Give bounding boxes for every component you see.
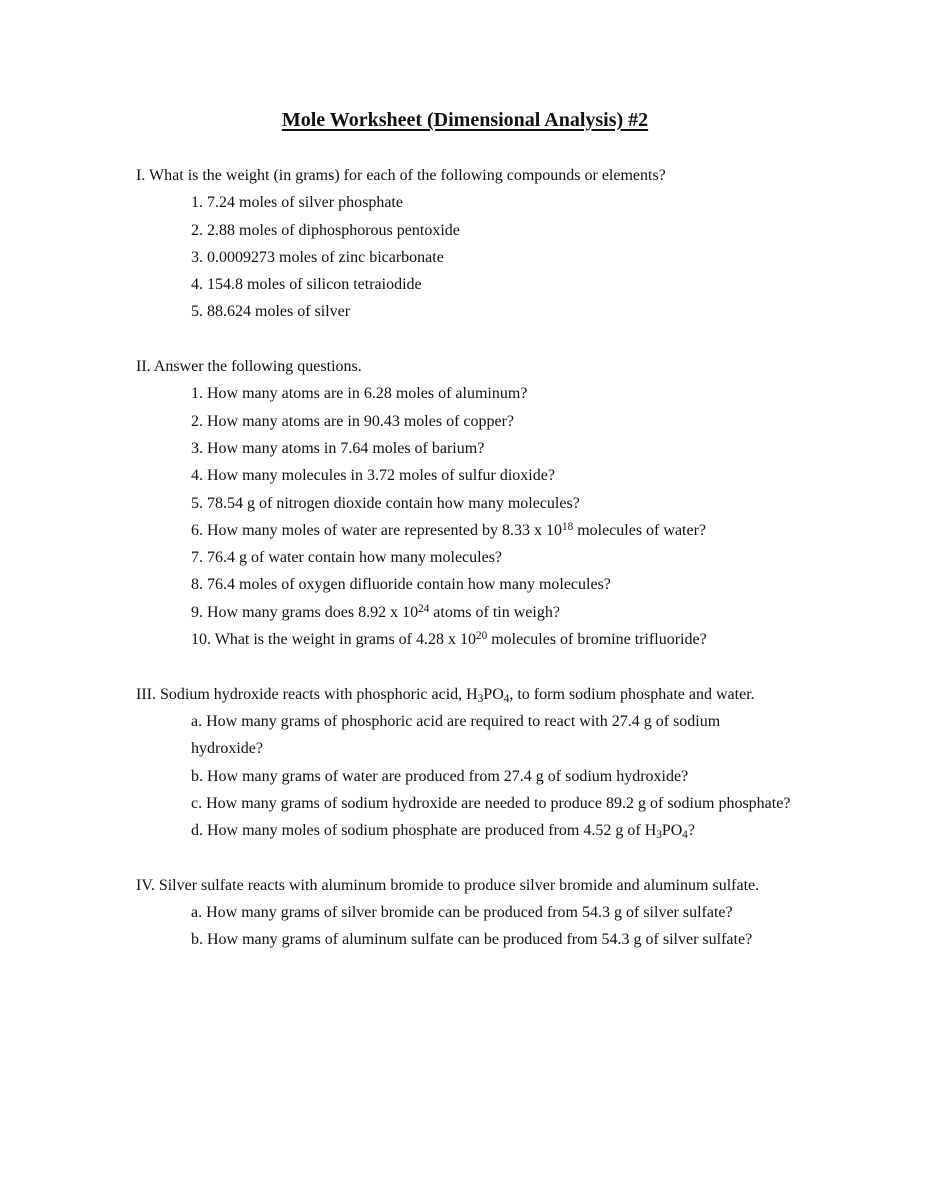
question-text: 10. What is the weight in grams of 4.28 x 10 <box>191 631 476 649</box>
exponent: 18 <box>562 520 574 533</box>
question-text: PO <box>661 822 683 840</box>
prompt-text: III. Sodium hydroxide reacts with phosphoric acid, H <box>136 685 478 703</box>
section-2-question-3: 3. How many atoms in 7.64 moles of barium? <box>191 439 485 457</box>
section-3-question-a: a. How many grams of phosphoric acid are required to react with 27.4 g of sodium hydroxide? <box>191 712 721 758</box>
question-text: molecules of water? <box>573 521 707 539</box>
section-2 <box>136 353 796 653</box>
section-2-question-4: 4. How many molecules in 3.72 moles of sulfur dioxide? <box>191 467 555 485</box>
subscript: 3 <box>477 692 484 705</box>
section-3-question-c: c. How many grams of sodium hydroxide are needed to produce 89.2 g of sodium phosphate? <box>191 794 791 812</box>
section-1-question-2: 2. 2.88 moles of diphosphorous pentoxide <box>191 221 460 239</box>
section-2-question-10 <box>191 626 796 653</box>
worksheet-title: Mole Worksheet (Dimensional Analysis) #2 <box>281 109 649 131</box>
section-3-prompt <box>136 681 796 708</box>
exponent: 24 <box>418 602 430 615</box>
section-2-question-9 <box>191 599 796 626</box>
prompt-text: , to form sodium phosphate and water. <box>509 685 755 703</box>
subscript: 4 <box>682 828 688 841</box>
section-2-question-7: 7. 76.4 g of water contain how many molecules? <box>191 549 503 567</box>
section-1-question-1: 1. 7.24 moles of silver phosphate <box>191 194 403 212</box>
section-3-question-b: b. How many grams of water are produced from 27.4 g of sodium hydroxide? <box>191 767 689 785</box>
section-4 <box>136 872 796 954</box>
exponent: 20 <box>476 630 488 643</box>
section-1-question-5: 5. 88.624 moles of silver <box>191 303 351 321</box>
section-3-question-d <box>191 817 796 844</box>
prompt-text: PO <box>483 685 504 703</box>
question-text: atoms of tin weigh? <box>429 603 560 621</box>
section-4-prompt: IV. Silver sulfate reacts with aluminum bromide to produce silver bromide and aluminum sulfate. <box>136 876 760 894</box>
section-2-question-8: 8. 76.4 moles of oxygen difluoride contain how many molecules? <box>191 576 611 594</box>
section-2-question-1: 1. How many atoms are in 6.28 moles of aluminum? <box>191 385 528 403</box>
section-2-question-5: 5. 78.54 g of nitrogen dioxide contain how many molecules? <box>191 494 580 512</box>
section-2-question-2: 2. How many atoms are in 90.43 moles of copper? <box>191 412 515 430</box>
section-1-question-4: 4. 154.8 moles of silicon tetraiodide <box>191 276 422 294</box>
question-text: molecules of bromine trifluoride? <box>487 631 707 649</box>
worksheet-body <box>136 162 796 954</box>
question-text: ? <box>687 822 695 840</box>
question-text: 9. How many grams does 8.92 x 10 <box>191 603 419 621</box>
section-1-prompt: I. What is the weight (in grams) for each of the following compounds or elements? <box>136 167 666 184</box>
section-2-question-6 <box>191 517 796 544</box>
subscript: 3 <box>656 828 662 841</box>
section-4-question-a: a. How many grams of silver bromide can be produced from 54.3 g of silver sulfate? <box>191 904 733 922</box>
question-text: d. How many moles of sodium phosphate are produced from 4.52 g of H <box>191 822 657 840</box>
subscript: 4 <box>503 692 510 705</box>
section-2-prompt: II. Answer the following questions. <box>136 358 362 376</box>
section-3 <box>136 681 796 845</box>
section-1-question-3: 3. 0.0009273 moles of zinc bicarbonate <box>191 248 444 266</box>
section-1 <box>136 162 796 326</box>
question-text: 6. How many moles of water are represented by 8.33 x 10 <box>191 521 562 539</box>
section-4-question-b: b. How many grams of aluminum sulfate can be produced from 54.3 g of silver sulfate? <box>191 931 753 949</box>
